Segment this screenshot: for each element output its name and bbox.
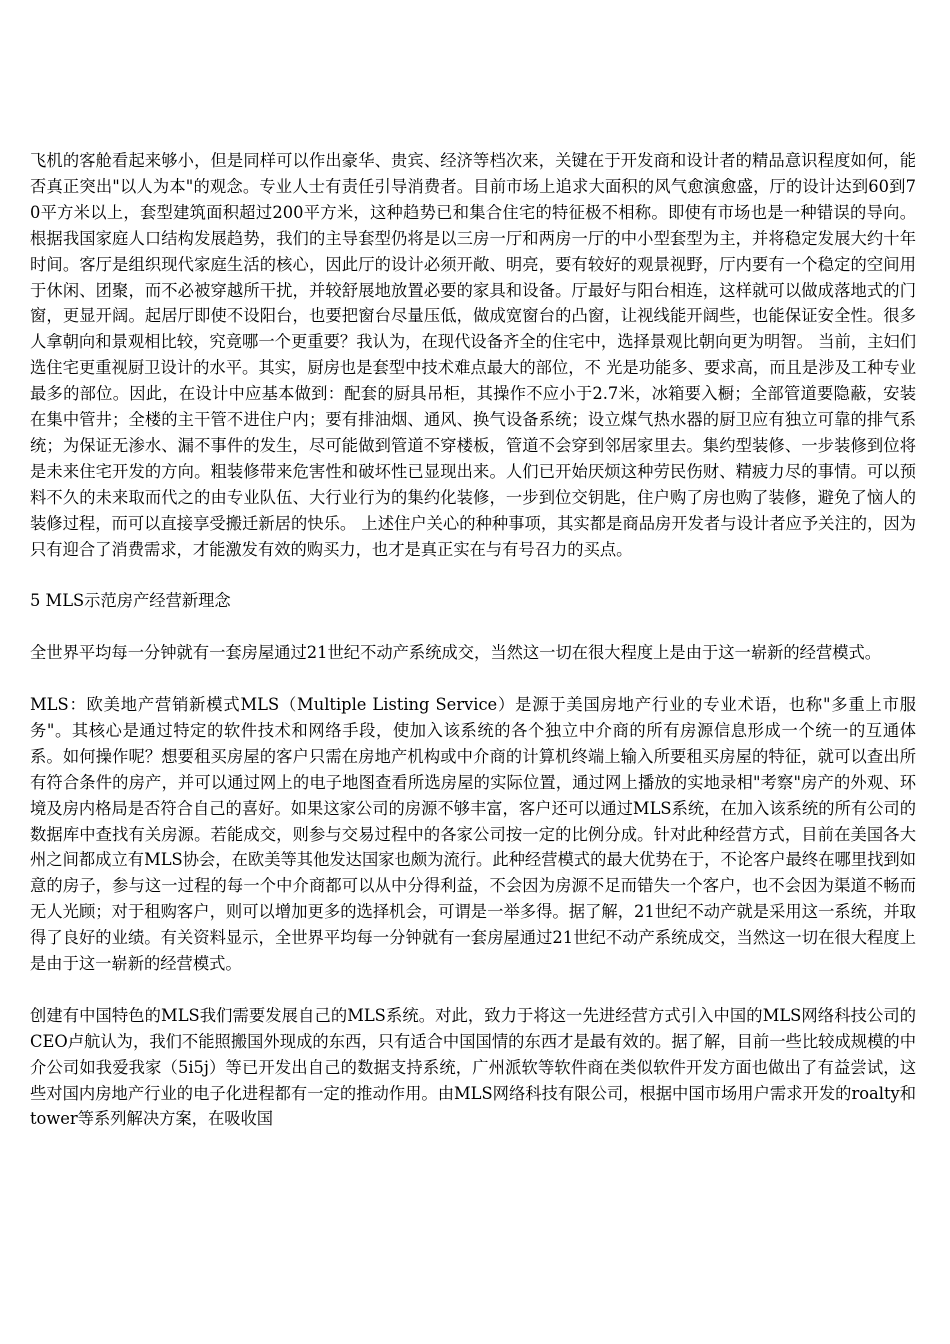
paragraph-mls-model: MLS：欧美地产营销新模式MLS（Multiple Listing Service）是源于美国房地产行业的专业术语，也称"多重上市服务"。其核心是通过特定的软件技术和网络手段，使加入该系统的各个独立中介商的所有房源信息形成一个统一的互通体系。如何操作呢？想要租买房屋的客户只需在房地产机构或中介商的计算机终端上输入所要租买房屋的特征，就可以查出所有符合条件的房产，并可以通过网上的电子地图查看所选房屋的实际位置，通过网上播放的实地录相"考察"房产的外观、环境及房内格局是否符合自己的喜好。如果这家公司的房源不够丰富，客户还可以通过MLS系统，在加入该系统的所有公司的数据库中查找有关房源。若能成交，则参与交易过程中的各家公司按一定的比例分成。针对此种经营方式，目前在美国各大州之间都成立有MLS协会，在欧美等其他发达国家也颇为流行。此种经营模式的最大优势在于，不论客户最终在哪里找到如意的房子，参与这一过程的每一个中介商都可以从中分得利益，不会因为房源不足而错失一个客户，也不会因为渠道不畅而无人光顾；对于租购客户，则可以增加更多的选择机会，可谓是一举多得。据了解，21世纪不动产就是采用这一系统，并取得了良好的业绩。有关资料显示，全世界平均每一分钟就有一套房屋通过21世纪不动产系统成交，当然这一切在很大程度上是由于这一崭新的经营模式。 bbox=[30, 694, 916, 974]
paragraph-housing-design: 飞机的客舱看起来够小，但是同样可以作出豪华、贵宾、经济等档次来，关键在于开发商和设计者的精品意识程度如何，能否真正突出"以人为本"的观念。专业人士有责任引导消费者。目前市场上追求大面积的风气愈演愈盛，厅的设计达到60到70平方米以上，套型建筑面积超过200平方米，这种趋势已和集合住宅的特征极不相称。即使有市场也是一种错误的导向。根据我国家庭人口结构发展趋势，我们的主导套型仍将是以三房一厅和两房一厅的中小型套型为主，并将稳定发展大约十年时间。客厅是组织现代家庭生活的核心，因此厅的设计必须开敞、明亮，要有较好的观景视野，厅内要有一个稳定的空间用于休闲、团聚，而不必被穿越所干扰，并较舒展地放置必要的家具和设备。厅最好与阳台相连，这样就可以做成落地式的门窗，更显开阔。起居厅即使不设阳台，也要把窗台尽量压低，做成宽窗台的凸窗，让视线能开阔些，也能保证安全性。很多人拿朝向和景观相比较，究竟哪一个更重要？我认为，在现代设备齐全的住宅中，选择景观比朝向更为明智。 当前，主妇们选住宅更重视厨卫设计的水平。其实，厨房也是套型中技术难点最大的部位，不 光是功能多、要求高，而且是涉及工种专业最多的部位。因此，在设计中应基本做到：配套的厨具吊柜，其操作不应小于2.7米，冰箱要入橱；全部管道要隐蔽，安装在集中管井；全楼的主干管不进住户内；要有排油烟、通风、换气设备系统；设立煤气热水器的厨卫应有独立可靠的排气系统；为保证无渗水、漏不事件的发生，尽可能做到管道不穿楼板，管道不会穿到邻居家里去。集约型装修、一步装修到位将是未来住宅开发的方向。粗装修带来危害性和破坏性已显现出来。人们已开始厌烦这种劳民伤财、精疲力尽的事情。可以预料不久的未来取而代之的由专业队伍、大行业行为的集约化装修，一步到位交钥匙，住户购了房也购了装修，避免了恼人的装修过程，而可以直接享受搬迁新居的快乐。 上述住户关心的种种事项，其实都是商品房开发者与设计者应予关注的，因为只有迎合了消费需求，才能激发有效的购买力，也才是真正实在与有号召力的买点。 bbox=[30, 151, 916, 559]
paragraph-mls-intro: 全世界平均每一分钟就有一套房屋通过21世纪不动产系统成交，当然这一切在很大程度上是由于这一崭新的经营模式。 bbox=[30, 643, 882, 663]
paragraph-china-mls: 创建有中国特色的MLS我们需要发展自己的MLS系统。对此，致力于将这一先进经营方式引入中国的MLS网络科技公司的CEO卢航认为，我们不能照搬国外现成的东西，只有适合中国国情的东西才是最有效的。据了解，目前一些比较成规模的中介公司如我爱我家（5i5j）等已开发出自己的数据支持系统，广州派软等软件商在类似软件开发方面也做出了有益尝试，这些对国内房地产行业的电子化进程都有一定的推动作用。由MLS网络科技有限公司，根据中国市场用户需求开发的roalty和tower等系列解决方案，在吸收国 bbox=[30, 1005, 916, 1129]
section-heading-mls: 5 MLS示范房产经营新理念 bbox=[30, 591, 231, 611]
document-page bbox=[30, 148, 916, 1158]
